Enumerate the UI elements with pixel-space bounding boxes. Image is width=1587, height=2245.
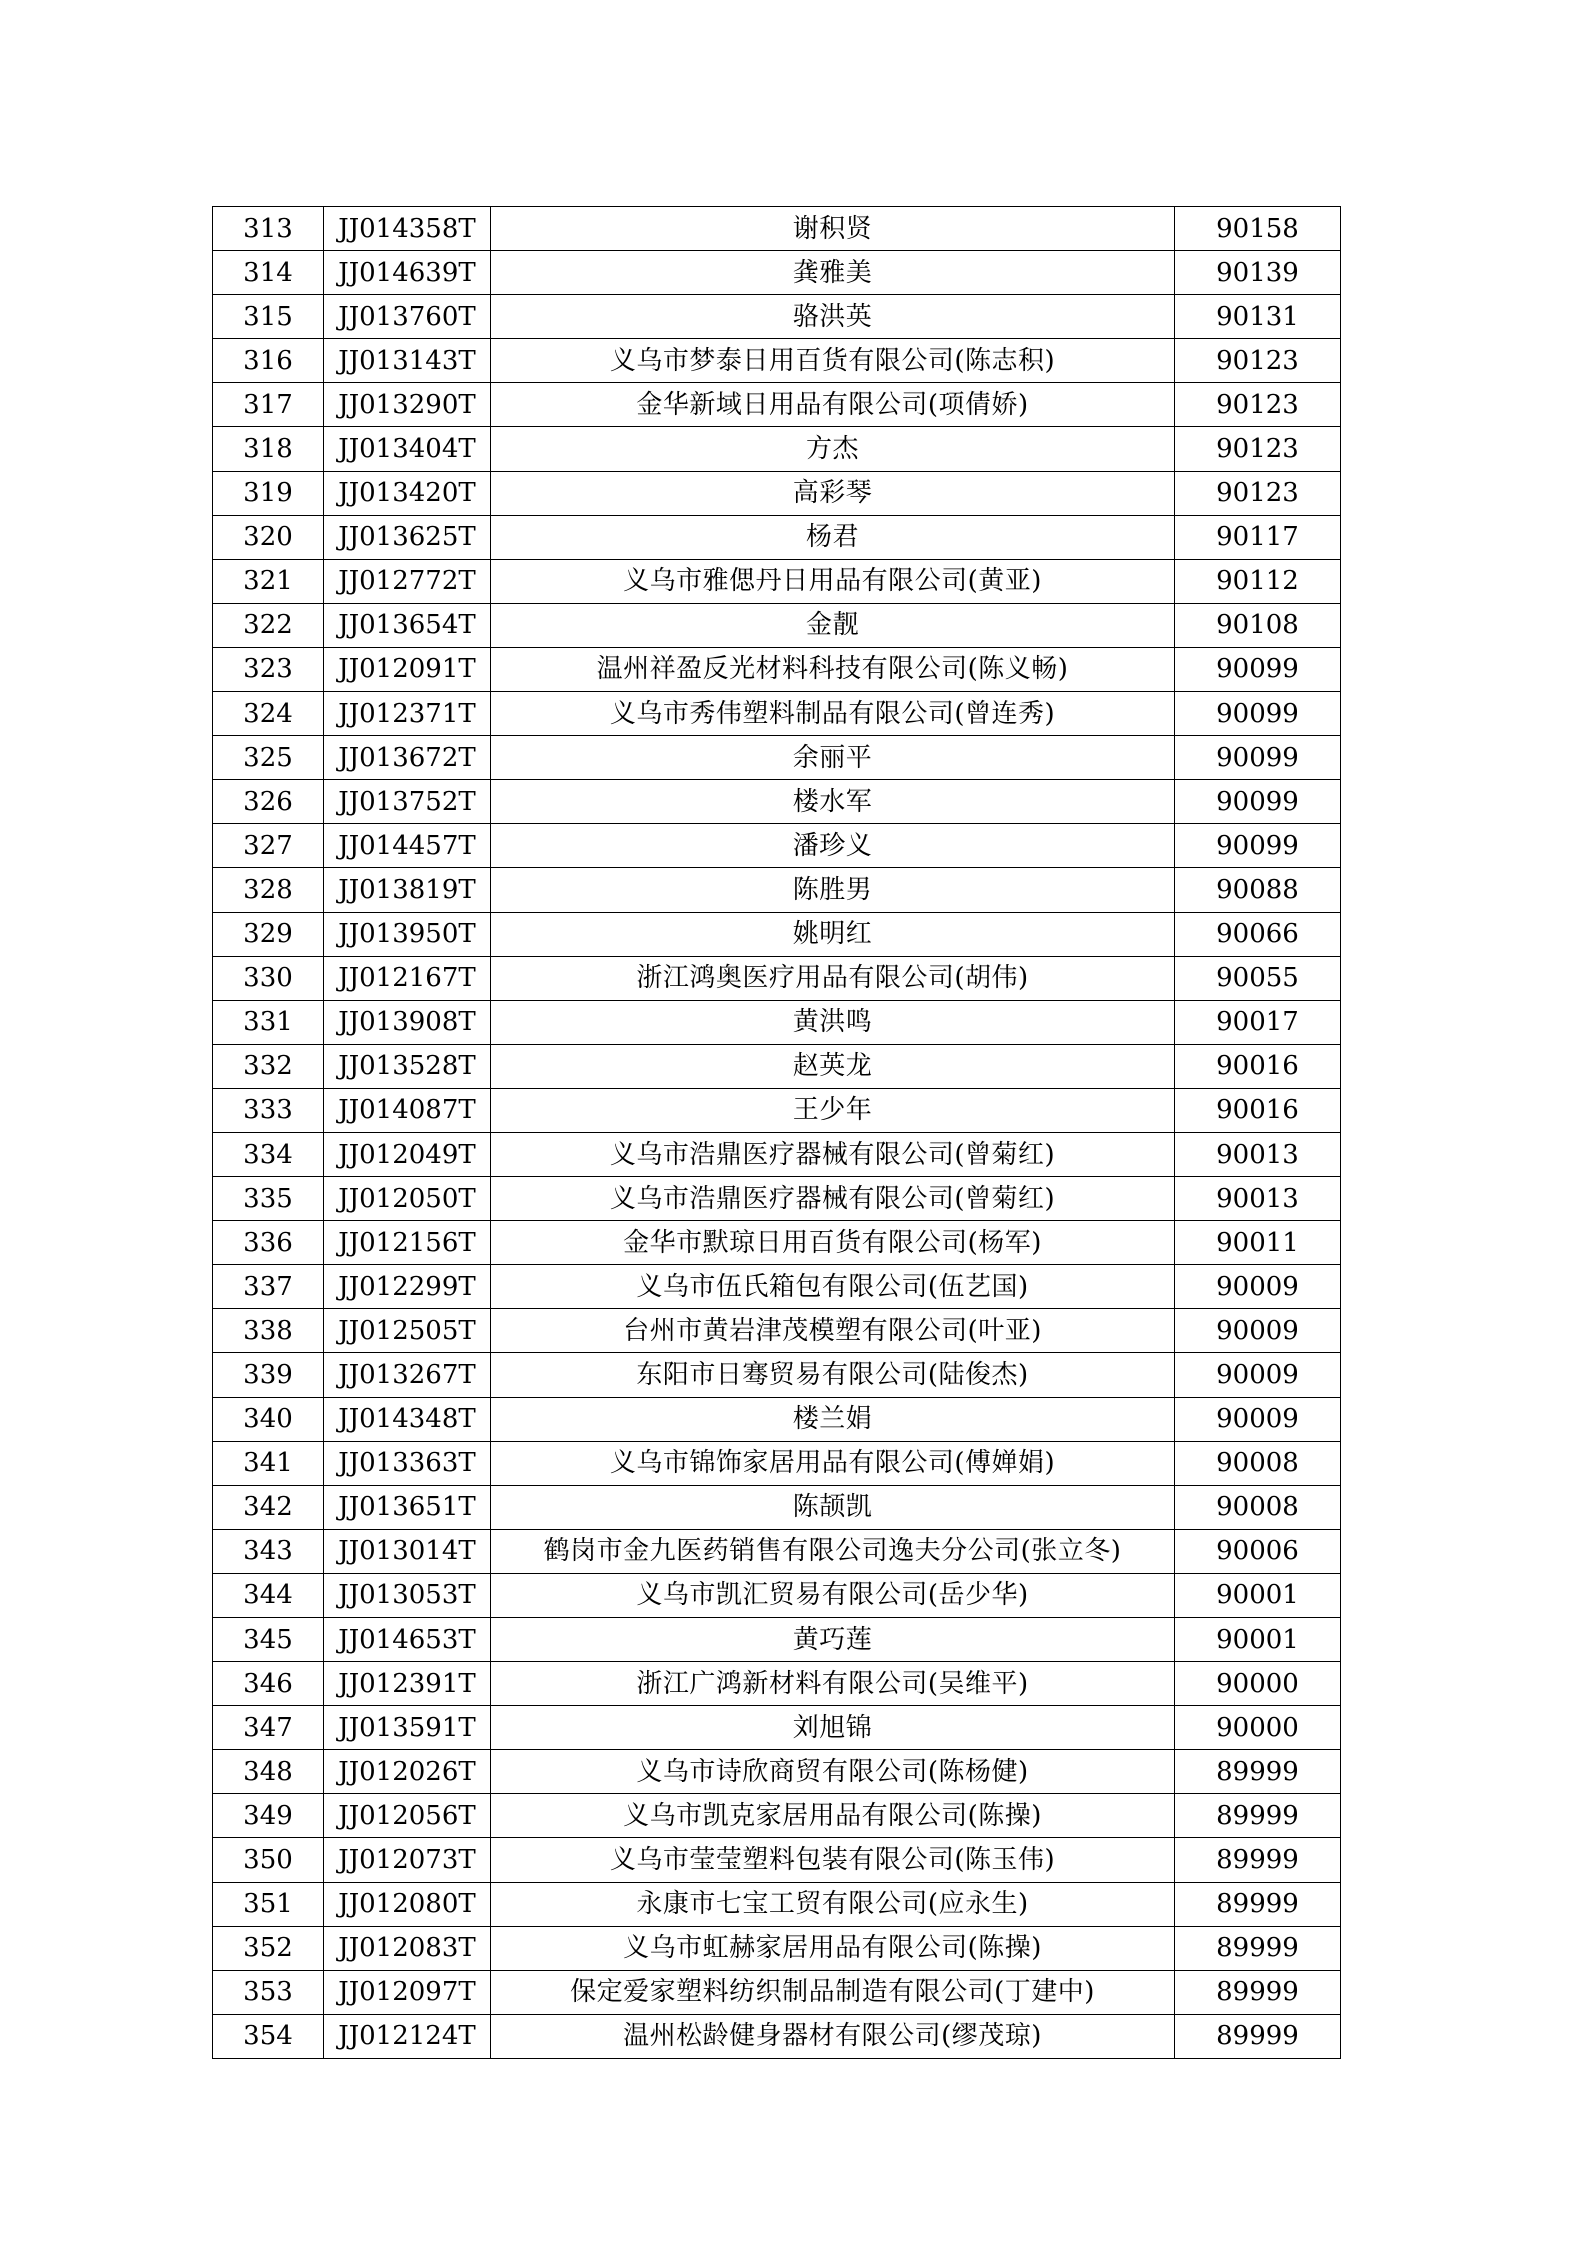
table-row (213, 251, 1341, 295)
table-row (213, 207, 1341, 251)
name-cell: 义乌市浩鼎医疗器械有限公司(曾菊红) (491, 1177, 1175, 1221)
rank-cell: 350 (213, 1838, 324, 1882)
code-cell: JJ012167T (324, 956, 491, 1000)
code-cell: JJ012050T (324, 1177, 491, 1221)
table-row (213, 2014, 1341, 2058)
name-cell: 义乌市凯克家居用品有限公司(陈操) (491, 1794, 1175, 1838)
name-cell: 温州祥盈反光材料科技有限公司(陈义畅) (491, 647, 1175, 691)
code-cell: JJ013014T (324, 1529, 491, 1573)
rank-cell: 317 (213, 383, 324, 427)
table-row (213, 1529, 1341, 1573)
name-cell: 金华新域日用品有限公司(项倩娇) (491, 383, 1175, 427)
rank-cell: 324 (213, 692, 324, 736)
code-cell: JJ012049T (324, 1132, 491, 1176)
name-cell: 杨君 (491, 515, 1175, 559)
score-cell: 90131 (1175, 295, 1341, 339)
name-cell: 台州市黄岩津茂模塑有限公司(叶亚) (491, 1309, 1175, 1353)
code-cell: JJ012505T (324, 1309, 491, 1353)
rank-cell: 351 (213, 1882, 324, 1926)
table-row (213, 1750, 1341, 1794)
name-cell: 金华市默琼日用百货有限公司(杨军) (491, 1221, 1175, 1265)
code-cell: JJ012124T (324, 2014, 491, 2058)
code-cell: JJ013528T (324, 1044, 491, 1088)
score-cell: 90008 (1175, 1441, 1341, 1485)
rank-cell: 328 (213, 868, 324, 912)
table-row (213, 427, 1341, 471)
score-cell: 90006 (1175, 1529, 1341, 1573)
table-row (213, 868, 1341, 912)
table-row (213, 1926, 1341, 1970)
table-row (213, 956, 1341, 1000)
score-cell: 90009 (1175, 1397, 1341, 1441)
name-cell: 方杰 (491, 427, 1175, 471)
name-cell: 义乌市雅偲丹日用品有限公司(黄亚) (491, 559, 1175, 603)
code-cell: JJ014639T (324, 251, 491, 295)
table-row (213, 1221, 1341, 1265)
rank-cell: 353 (213, 1970, 324, 2014)
rank-cell: 322 (213, 603, 324, 647)
score-cell: 90123 (1175, 339, 1341, 383)
name-cell: 陈颉凯 (491, 1485, 1175, 1529)
rank-cell: 318 (213, 427, 324, 471)
rank-cell: 320 (213, 515, 324, 559)
score-cell: 89999 (1175, 1926, 1341, 1970)
code-cell: JJ013651T (324, 1485, 491, 1529)
code-cell: JJ012371T (324, 692, 491, 736)
results-table-body (213, 207, 1341, 2059)
score-cell: 90009 (1175, 1309, 1341, 1353)
name-cell: 浙江鸿奥医疗用品有限公司(胡伟) (491, 956, 1175, 1000)
code-cell: JJ013290T (324, 383, 491, 427)
rank-cell: 330 (213, 956, 324, 1000)
table-row (213, 824, 1341, 868)
code-cell: JJ012083T (324, 1926, 491, 1970)
name-cell: 楼兰娟 (491, 1397, 1175, 1441)
results-table (212, 206, 1341, 2059)
rank-cell: 336 (213, 1221, 324, 1265)
name-cell: 潘珍义 (491, 824, 1175, 868)
code-cell: JJ012056T (324, 1794, 491, 1838)
table-row (213, 1309, 1341, 1353)
code-cell: JJ013143T (324, 339, 491, 383)
table-row (213, 1485, 1341, 1529)
code-cell: JJ014457T (324, 824, 491, 868)
score-cell: 89999 (1175, 2014, 1341, 2058)
table-row (213, 1397, 1341, 1441)
score-cell: 90011 (1175, 1221, 1341, 1265)
rank-cell: 332 (213, 1044, 324, 1088)
table-row (213, 1044, 1341, 1088)
rank-cell: 315 (213, 295, 324, 339)
name-cell: 龚雅美 (491, 251, 1175, 295)
rank-cell: 348 (213, 1750, 324, 1794)
score-cell: 90158 (1175, 207, 1341, 251)
name-cell: 赵英龙 (491, 1044, 1175, 1088)
score-cell: 90123 (1175, 427, 1341, 471)
code-cell: JJ013404T (324, 427, 491, 471)
score-cell: 90013 (1175, 1177, 1341, 1221)
score-cell: 90099 (1175, 647, 1341, 691)
score-cell: 90009 (1175, 1353, 1341, 1397)
score-cell: 90123 (1175, 471, 1341, 515)
table-row (213, 471, 1341, 515)
rank-cell: 339 (213, 1353, 324, 1397)
table-row (213, 1088, 1341, 1132)
code-cell: JJ013760T (324, 295, 491, 339)
score-cell: 90008 (1175, 1485, 1341, 1529)
code-cell: JJ012156T (324, 1221, 491, 1265)
table-row (213, 295, 1341, 339)
code-cell: JJ012391T (324, 1662, 491, 1706)
code-cell: JJ012299T (324, 1265, 491, 1309)
name-cell: 义乌市锦饰家居用品有限公司(傅婵娟) (491, 1441, 1175, 1485)
code-cell: JJ014358T (324, 207, 491, 251)
score-cell: 90117 (1175, 515, 1341, 559)
score-cell: 90016 (1175, 1044, 1341, 1088)
code-cell: JJ012080T (324, 1882, 491, 1926)
rank-cell: 347 (213, 1706, 324, 1750)
score-cell: 90066 (1175, 912, 1341, 956)
score-cell: 90139 (1175, 251, 1341, 295)
rank-cell: 345 (213, 1618, 324, 1662)
table-row (213, 1706, 1341, 1750)
code-cell: JJ013625T (324, 515, 491, 559)
score-cell: 90000 (1175, 1662, 1341, 1706)
rank-cell: 323 (213, 647, 324, 691)
name-cell: 鹤岗市金九医药销售有限公司逸夫分公司(张立冬) (491, 1529, 1175, 1573)
rank-cell: 326 (213, 780, 324, 824)
name-cell: 王少年 (491, 1088, 1175, 1132)
code-cell: JJ014087T (324, 1088, 491, 1132)
score-cell: 90099 (1175, 780, 1341, 824)
code-cell: JJ013752T (324, 780, 491, 824)
code-cell: JJ013672T (324, 736, 491, 780)
score-cell: 90001 (1175, 1573, 1341, 1617)
table-row (213, 1882, 1341, 1926)
name-cell: 义乌市凯汇贸易有限公司(岳少华) (491, 1573, 1175, 1617)
table-row (213, 1618, 1341, 1662)
table-row (213, 1132, 1341, 1176)
table-row (213, 383, 1341, 427)
rank-cell: 319 (213, 471, 324, 515)
score-cell: 90001 (1175, 1618, 1341, 1662)
name-cell: 姚明红 (491, 912, 1175, 956)
code-cell: JJ012026T (324, 1750, 491, 1794)
rank-cell: 340 (213, 1397, 324, 1441)
rank-cell: 335 (213, 1177, 324, 1221)
code-cell: JJ013950T (324, 912, 491, 956)
table-row (213, 559, 1341, 603)
score-cell: 89999 (1175, 1838, 1341, 1882)
score-cell: 89999 (1175, 1970, 1341, 2014)
rank-cell: 354 (213, 2014, 324, 2058)
rank-cell: 321 (213, 559, 324, 603)
rank-cell: 341 (213, 1441, 324, 1485)
rank-cell: 313 (213, 207, 324, 251)
score-cell: 90099 (1175, 692, 1341, 736)
score-cell: 90016 (1175, 1088, 1341, 1132)
table-row (213, 1794, 1341, 1838)
rank-cell: 349 (213, 1794, 324, 1838)
rank-cell: 327 (213, 824, 324, 868)
score-cell: 90055 (1175, 956, 1341, 1000)
name-cell: 刘旭锦 (491, 1706, 1175, 1750)
table-row (213, 1353, 1341, 1397)
name-cell: 保定爱家塑料纺织制品制造有限公司(丁建中) (491, 1970, 1175, 2014)
name-cell: 高彩琴 (491, 471, 1175, 515)
name-cell: 楼水军 (491, 780, 1175, 824)
name-cell: 义乌市诗欣商贸有限公司(陈杨健) (491, 1750, 1175, 1794)
code-cell: JJ013420T (324, 471, 491, 515)
code-cell: JJ013908T (324, 1000, 491, 1044)
rank-cell: 329 (213, 912, 324, 956)
rank-cell: 346 (213, 1662, 324, 1706)
rank-cell: 343 (213, 1529, 324, 1573)
name-cell: 义乌市浩鼎医疗器械有限公司(曾菊红) (491, 1132, 1175, 1176)
name-cell: 永康市七宝工贸有限公司(应永生) (491, 1882, 1175, 1926)
rank-cell: 338 (213, 1309, 324, 1353)
name-cell: 黄巧莲 (491, 1618, 1175, 1662)
code-cell: JJ014653T (324, 1618, 491, 1662)
code-cell: JJ012772T (324, 559, 491, 603)
rank-cell: 337 (213, 1265, 324, 1309)
rank-cell: 325 (213, 736, 324, 780)
score-cell: 90108 (1175, 603, 1341, 647)
table-row (213, 1970, 1341, 2014)
table-row (213, 912, 1341, 956)
name-cell: 东阳市日骞贸易有限公司(陆俊杰) (491, 1353, 1175, 1397)
rank-cell: 316 (213, 339, 324, 383)
table-row (213, 1838, 1341, 1882)
code-cell: JJ012091T (324, 647, 491, 691)
rank-cell: 342 (213, 1485, 324, 1529)
name-cell: 陈胜男 (491, 868, 1175, 912)
code-cell: JJ014348T (324, 1397, 491, 1441)
name-cell: 义乌市莹莹塑料包装有限公司(陈玉伟) (491, 1838, 1175, 1882)
name-cell: 谢积贤 (491, 207, 1175, 251)
name-cell: 骆洪英 (491, 295, 1175, 339)
score-cell: 89999 (1175, 1882, 1341, 1926)
score-cell: 90013 (1175, 1132, 1341, 1176)
name-cell: 温州松龄健身器材有限公司(缪茂琼) (491, 2014, 1175, 2058)
rank-cell: 331 (213, 1000, 324, 1044)
table-row (213, 1265, 1341, 1309)
code-cell: JJ012073T (324, 1838, 491, 1882)
table-row (213, 603, 1341, 647)
score-cell: 90099 (1175, 824, 1341, 868)
rank-cell: 333 (213, 1088, 324, 1132)
code-cell: JJ012097T (324, 1970, 491, 2014)
code-cell: JJ013053T (324, 1573, 491, 1617)
code-cell: JJ013819T (324, 868, 491, 912)
score-cell: 90009 (1175, 1265, 1341, 1309)
score-cell: 90017 (1175, 1000, 1341, 1044)
table-row (213, 339, 1341, 383)
name-cell: 义乌市伍氏箱包有限公司(伍艺国) (491, 1265, 1175, 1309)
code-cell: JJ013654T (324, 603, 491, 647)
code-cell: JJ013591T (324, 1706, 491, 1750)
score-cell: 90123 (1175, 383, 1341, 427)
table-row (213, 647, 1341, 691)
score-cell: 90112 (1175, 559, 1341, 603)
rank-cell: 314 (213, 251, 324, 295)
score-cell: 90099 (1175, 736, 1341, 780)
name-cell: 义乌市秀伟塑料制品有限公司(曾连秀) (491, 692, 1175, 736)
table-row (213, 1177, 1341, 1221)
table-row (213, 780, 1341, 824)
name-cell: 义乌市虹赫家居用品有限公司(陈操) (491, 1926, 1175, 1970)
score-cell: 89999 (1175, 1794, 1341, 1838)
table-row (213, 515, 1341, 559)
score-cell: 90000 (1175, 1706, 1341, 1750)
rank-cell: 334 (213, 1132, 324, 1176)
name-cell: 余丽平 (491, 736, 1175, 780)
table-row (213, 1573, 1341, 1617)
table-row (213, 692, 1341, 736)
name-cell: 黄洪鸣 (491, 1000, 1175, 1044)
name-cell: 义乌市梦泰日用百货有限公司(陈志积) (491, 339, 1175, 383)
table-row (213, 736, 1341, 780)
table-row (213, 1441, 1341, 1485)
name-cell: 金靓 (491, 603, 1175, 647)
code-cell: JJ013363T (324, 1441, 491, 1485)
score-cell: 90088 (1175, 868, 1341, 912)
rank-cell: 344 (213, 1573, 324, 1617)
score-cell: 89999 (1175, 1750, 1341, 1794)
name-cell: 浙江广鸿新材料有限公司(吴维平) (491, 1662, 1175, 1706)
rank-cell: 352 (213, 1926, 324, 1970)
code-cell: JJ013267T (324, 1353, 491, 1397)
table-row (213, 1662, 1341, 1706)
table-row (213, 1000, 1341, 1044)
